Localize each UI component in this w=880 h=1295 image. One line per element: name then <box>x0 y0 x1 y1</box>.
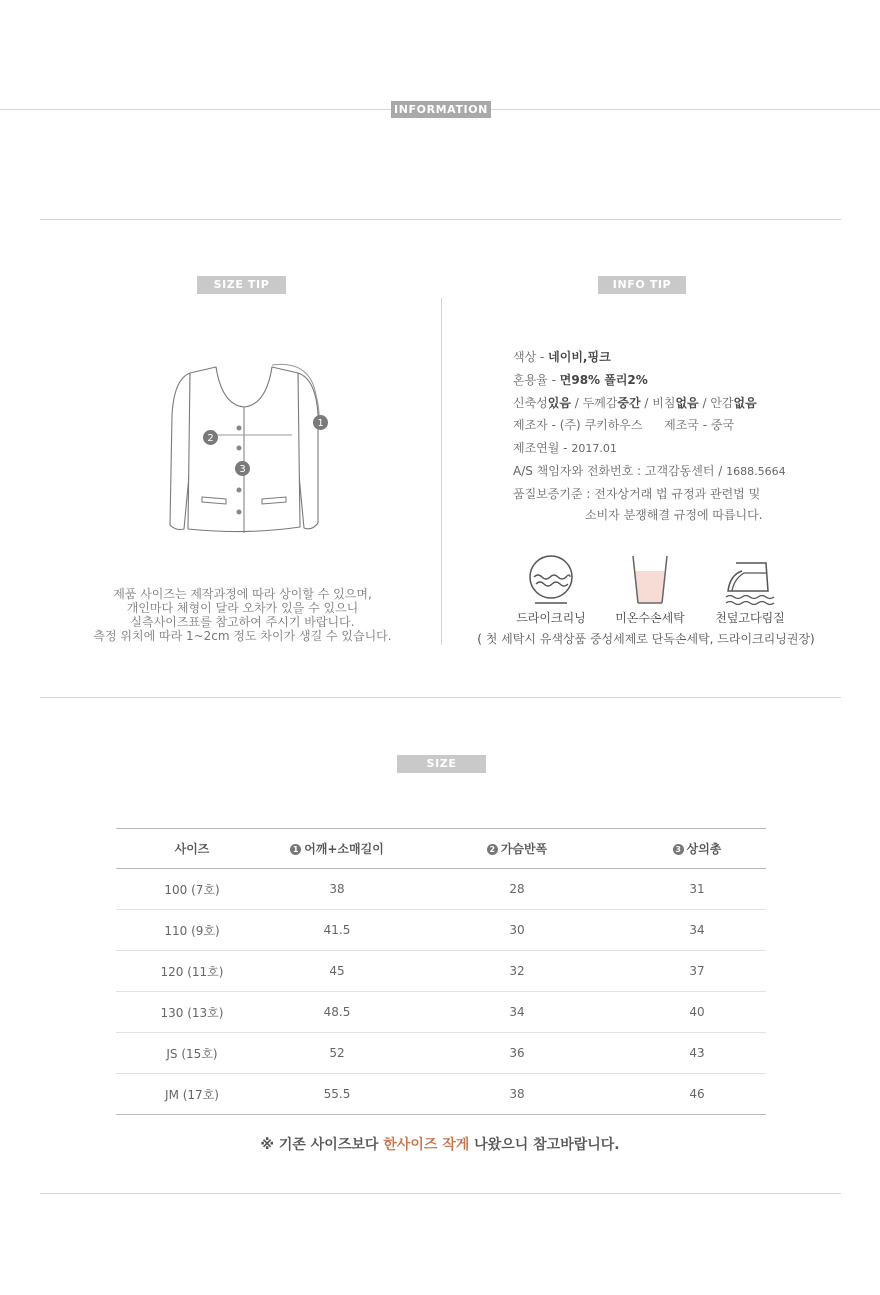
size-tip-notes <box>60 587 425 643</box>
info-date-label: 제조연월 - <box>513 441 572 456</box>
marker-1-icon <box>312 414 329 431</box>
info-maker <box>513 414 786 437</box>
info-origin-text: 제조국 - 중국 <box>664 418 735 433</box>
section-divider-1 <box>40 219 841 220</box>
table-row <box>116 1074 766 1115</box>
cell-shoulder: 48.5 <box>268 992 406 1033</box>
info-sheer-label: / 비침 <box>640 395 676 410</box>
notice-highlight: 한사이즈 작게 <box>383 1137 470 1153</box>
info-as-label: A/S 책임자와 전화번호 : 고객감동센터 / <box>513 463 727 478</box>
info-blend-value: 면98% 폴리2% <box>559 372 648 387</box>
table-row <box>116 992 766 1033</box>
info-lining-value: 없음 <box>733 395 757 410</box>
cell-shoulder: 45 <box>268 951 406 992</box>
info-thickness-value: 중간 <box>617 395 641 410</box>
care-wash <box>605 553 695 626</box>
num-3-icon: 3 <box>673 844 684 855</box>
size-note-line: 실측사이즈표를 참고하여 주시기 바랍니다. <box>130 615 355 629</box>
info-color-value: 네이비,핑크 <box>548 350 611 364</box>
size-note-line: 제품 사이즈는 제작과정에 따라 상이할 수 있으며, <box>113 587 372 601</box>
marker-2-label: 2 <box>207 433 214 444</box>
header-chest-label: 가슴반폭 <box>500 842 548 856</box>
cell-chest: 30 <box>406 910 628 951</box>
info-fabric <box>513 392 786 415</box>
care-note: ( 첫 세탁시 유색상품 중성세제로 단독손세탁, 드라이크리닝권장) <box>477 632 815 646</box>
info-quality-2: 소비자 분쟁해결 규정에 따릅니다. <box>585 507 763 522</box>
header-length-label: 상의총 <box>686 842 722 856</box>
info-stretch-value: 있음 <box>547 395 571 410</box>
care-dry-label: 드라이크리닝 <box>516 611 586 625</box>
table-row <box>116 910 766 951</box>
info-blend <box>513 369 786 392</box>
cell-shoulder: 55.5 <box>268 1074 406 1115</box>
notice-prefix: ※ 기존 사이즈보다 <box>260 1137 384 1153</box>
size-notice <box>0 1134 880 1154</box>
info-quality: 품질보증기준 : 전자상거래 법 규정과 관련법 및 <box>513 486 761 501</box>
cell-chest: 32 <box>406 951 628 992</box>
cell-chest: 38 <box>406 1074 628 1115</box>
cell-length: 46 <box>628 1074 766 1115</box>
cell-chest: 28 <box>406 869 628 910</box>
size-tip-tag: SIZE TIP <box>197 276 286 294</box>
num-1-icon: 1 <box>290 844 301 855</box>
marker-1-label: 1 <box>317 418 324 429</box>
info-lining-label: / 안감 <box>698 395 734 410</box>
info-color <box>513 346 786 369</box>
table-row <box>116 1033 766 1074</box>
iron-icon <box>722 553 778 605</box>
info-as-value: 1688.5664 <box>726 464 786 478</box>
table-row <box>116 951 766 992</box>
care-iron <box>705 553 795 626</box>
size-note-line: 측정 위치에 따라 1~2cm 정도 차이가 생길 수 있습니다. <box>93 629 392 643</box>
cell-length: 37 <box>628 951 766 992</box>
section-divider-2 <box>40 697 841 698</box>
table-row <box>116 869 766 910</box>
header-length <box>628 829 766 869</box>
dry-clean-icon <box>526 553 576 605</box>
care-iron-label: 천덮고다림질 <box>715 611 785 625</box>
notice-suffix: 나왔으니 참고바랍니다. <box>469 1137 620 1153</box>
cell-shoulder: 41.5 <box>268 910 406 951</box>
info-as <box>513 460 786 483</box>
column-divider <box>441 298 442 645</box>
info-maker-text: 제조자 - (주) 쿠키하우스 <box>513 418 643 433</box>
cell-size: JM (17호) <box>116 1074 268 1115</box>
jacket-diagram <box>160 355 340 540</box>
info-date-value: 2017.01 <box>571 442 617 456</box>
cell-size: JS (15호) <box>116 1033 268 1074</box>
marker-3-label: 3 <box>239 464 246 475</box>
cell-shoulder: 52 <box>268 1033 406 1074</box>
num-2-icon: 2 <box>487 844 498 855</box>
cell-size: 100 (7호) <box>116 869 268 910</box>
size-note-line: 개인마다 체형이 달라 오차가 있을 수 있으니 <box>126 601 359 615</box>
cell-length: 31 <box>628 869 766 910</box>
marker-3-icon <box>234 460 251 477</box>
size-table <box>116 828 766 1115</box>
size-table-header <box>116 829 766 869</box>
header-chest <box>406 829 628 869</box>
info-date <box>513 437 786 460</box>
info-stretch-label: 신축성 <box>513 395 548 410</box>
cell-size: 120 (11호) <box>116 951 268 992</box>
info-blend-label: 혼용율 - <box>513 372 560 387</box>
bottom-divider <box>40 1193 841 1194</box>
header-shoulder <box>268 829 406 869</box>
info-list <box>513 346 786 526</box>
cell-shoulder: 38 <box>268 869 406 910</box>
info-thickness-label: / 두께감 <box>570 395 618 410</box>
marker-2-icon <box>202 429 219 446</box>
hand-wash-icon <box>628 553 672 605</box>
cell-length: 43 <box>628 1033 766 1074</box>
header-size: 사이즈 <box>116 829 268 869</box>
info-tip-tag: INFO TIP <box>598 276 686 294</box>
cell-size: 130 (13호) <box>116 992 268 1033</box>
care-dry <box>506 553 596 626</box>
cell-length: 40 <box>628 992 766 1033</box>
information-tag: INFORMATION <box>391 101 491 118</box>
care-wash-label: 미온수손세탁 <box>615 611 685 625</box>
size-tag: SIZE <box>397 755 486 773</box>
info-sheer-value: 없음 <box>675 395 699 410</box>
cell-size: 110 (9호) <box>116 910 268 951</box>
cell-chest: 36 <box>406 1033 628 1074</box>
cell-chest: 34 <box>406 992 628 1033</box>
cell-length: 34 <box>628 910 766 951</box>
info-color-label: 색상 - <box>513 350 549 364</box>
header-shoulder-label: 어깨+소매길이 <box>304 842 384 856</box>
